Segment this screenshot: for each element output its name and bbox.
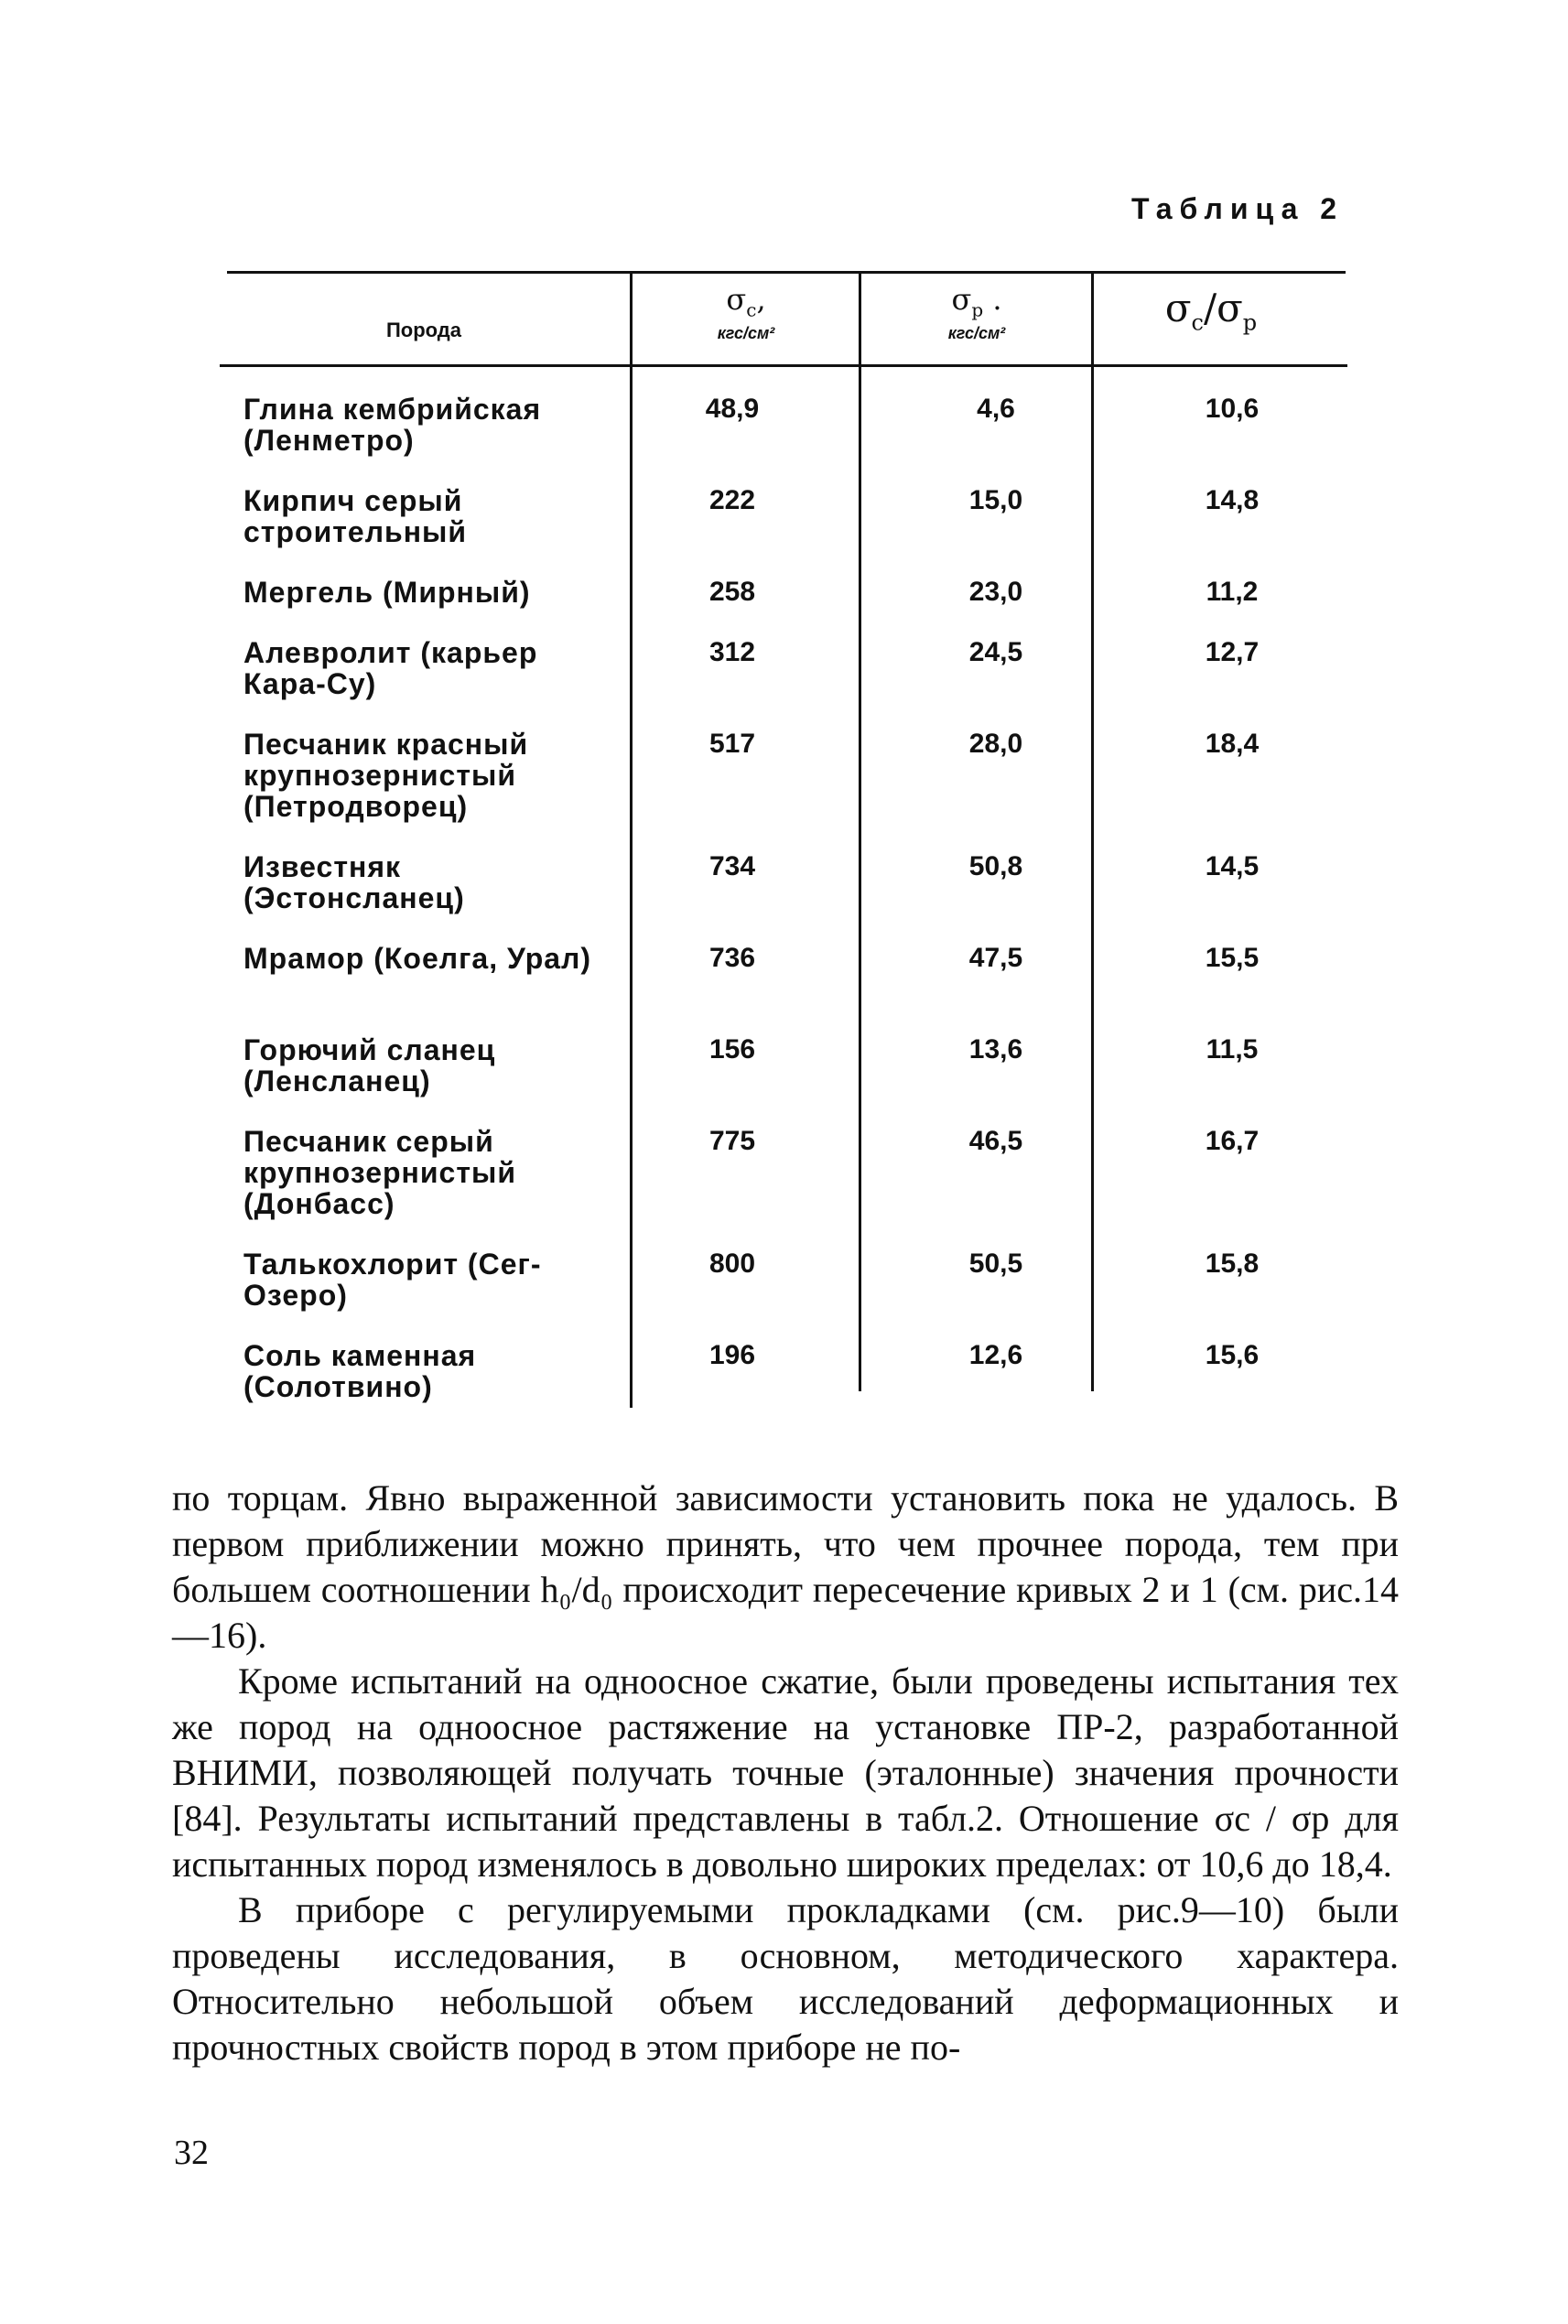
body-text bbox=[172, 1475, 1399, 2070]
ratio-value: 15,8 bbox=[1205, 1248, 1260, 1279]
paragraph: по торцам. Явно выраженной зависимости установить пока не удалось. В первом приближении можно принять, что чем прочнее порода, тем при большем соотношении h₀/d₀ происходит пересечение кривых 2 и 1 (см. рис.14—16). bbox=[172, 1477, 1399, 1656]
rock-name: Горючий сланец (Ленсланец) bbox=[243, 1033, 496, 1097]
rock-name: Глина кембрийская (Ленметро) bbox=[243, 393, 542, 457]
paragraph: Кроме испытаний на одноосное сжатие, были проведены испытания тех же пород на одноосное растяжение на установке ПР-2, разработанной ВНИМИ, позволяющей получать точные (эталонные) значения прочности [84]. Результаты испытаний представлены в табл.2. Отношение σс / σр для испытанных пород изменялось в довольно широких пределах: от 10,6 до 18,4. bbox=[172, 1660, 1399, 1885]
table-header-rule bbox=[220, 364, 1347, 367]
sigma-p-unit: кгс/см² bbox=[947, 324, 1006, 343]
sigma-c-value: 196 bbox=[708, 1340, 756, 1370]
sigma-c-value: 156 bbox=[708, 1034, 756, 1065]
sigma-c-value: 734 bbox=[708, 851, 756, 881]
ratio-value: 14,8 bbox=[1205, 485, 1260, 515]
rock-name: Мергель (Мирный) bbox=[243, 576, 531, 609]
header-sigma-p bbox=[862, 282, 1091, 343]
sigma-p-value: 24,5 bbox=[968, 637, 1023, 667]
paragraph: В приборе с регулируемыми прокладками (см. рис.9—10) были проведены исследования, в основном, методического характера. Относительно небольшой объем исследований деформационных и прочностных свойств пород в этом приборе не по- bbox=[172, 1889, 1399, 2068]
ratio-value: 15,6 bbox=[1205, 1340, 1260, 1370]
sigma-c-value: 258 bbox=[708, 577, 756, 607]
sigma-c-value: 312 bbox=[708, 637, 756, 667]
sigma-p-symbol: $\sigma_р$ . bbox=[951, 282, 1002, 321]
rock-name: Соль каменная (Солотвино) bbox=[243, 1339, 477, 1403]
ratio-value: 16,7 bbox=[1205, 1126, 1260, 1156]
ratio-value: 12,7 bbox=[1205, 637, 1260, 667]
table-caption: Таблица 2 bbox=[1131, 192, 1345, 225]
ratio-value: 11,5 bbox=[1206, 1034, 1259, 1065]
ratio-value: 14,5 bbox=[1205, 851, 1260, 881]
table-top-rule bbox=[227, 271, 1346, 274]
ratio-value: 11,2 bbox=[1206, 577, 1259, 607]
header-sigma-c bbox=[632, 282, 860, 343]
sigma-p-value: 4,6 bbox=[977, 394, 1015, 424]
sigma-p-value: 15,0 bbox=[968, 485, 1023, 515]
sigma-p-value: 50,5 bbox=[968, 1248, 1023, 1279]
ratio-value: 15,5 bbox=[1205, 943, 1260, 973]
sigma-p-value: 12,6 bbox=[968, 1340, 1023, 1370]
ratio-value: 18,4 bbox=[1205, 729, 1260, 759]
rock-name: Мрамор (Коелга, Урал) bbox=[243, 942, 592, 975]
rock-name: Известняк (Эстонсланец) bbox=[243, 850, 465, 914]
rock-name: Талькохлорит (Сег-Озеро) bbox=[243, 1248, 542, 1312]
sigma-p-value: 46,5 bbox=[968, 1126, 1023, 1156]
rock-name: Песчаник серый крупнозернистый (Донбасс) bbox=[243, 1125, 517, 1220]
column-divider bbox=[630, 273, 633, 1408]
sigma-p-value: 28,0 bbox=[968, 729, 1023, 759]
header-ratio: $\sigma_с/\sigma_р$ bbox=[1164, 286, 1258, 336]
rock-name: Алевролит (карьер Кара-Су) bbox=[243, 636, 538, 700]
sigma-c-value: 517 bbox=[708, 729, 756, 759]
rock-name: Песчаник красный крупнозернистый (Петродворец) bbox=[243, 728, 529, 823]
sigma-c-unit: кгс/см² bbox=[717, 324, 775, 343]
sigma-p-value: 50,8 bbox=[968, 851, 1023, 881]
sigma-c-value: 800 bbox=[708, 1248, 756, 1279]
sigma-c-value: 222 bbox=[708, 485, 756, 515]
header-rock: Порода bbox=[385, 319, 462, 341]
sigma-p-value: 47,5 bbox=[968, 943, 1023, 973]
sigma-p-value: 23,0 bbox=[968, 577, 1023, 607]
sigma-p-value: 13,6 bbox=[968, 1034, 1023, 1065]
page-number: 32 bbox=[174, 2134, 209, 2172]
sigma-c-value: 736 bbox=[708, 943, 756, 973]
column-divider bbox=[1091, 273, 1094, 1391]
rock-name: Кирпич серый строительный bbox=[243, 484, 468, 548]
column-divider bbox=[859, 273, 861, 1391]
sigma-c-symbol: $\sigma_с$, bbox=[726, 282, 766, 321]
sigma-c-value: 775 bbox=[708, 1126, 756, 1156]
sigma-c-value: 48,9 bbox=[705, 394, 760, 424]
ratio-value: 10,6 bbox=[1205, 394, 1260, 424]
